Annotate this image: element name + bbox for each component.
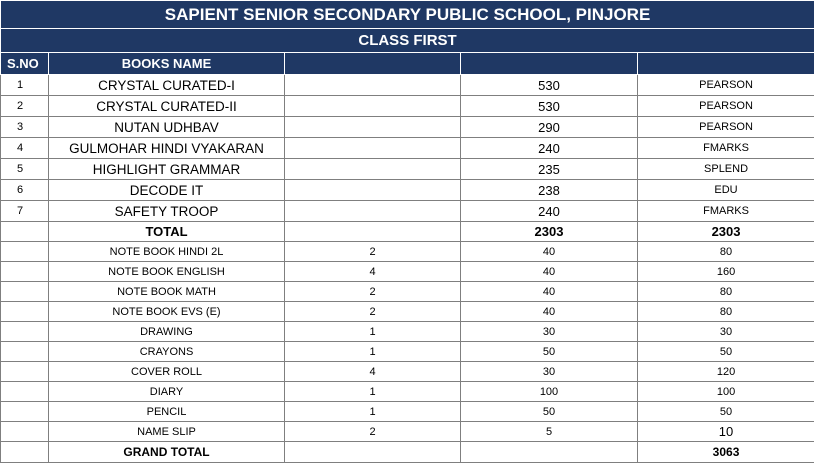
book-name: SAFETY TROOP (49, 201, 285, 222)
item-sno (1, 422, 49, 442)
book-sno: 6 (1, 180, 49, 201)
stationery-row (1, 242, 814, 262)
item-amount: 80 (638, 282, 814, 302)
book-qty (285, 75, 461, 96)
item-rate: 40 (461, 242, 638, 262)
book-name: DECODE IT (49, 180, 285, 201)
grand-total-rate (461, 442, 638, 463)
book-qty (285, 117, 461, 138)
col-header-books: BOOKS NAME (49, 53, 285, 75)
item-sno (1, 362, 49, 382)
book-price: 530 (461, 75, 638, 96)
book-publisher: FMARKS (638, 201, 814, 222)
book-sno: 7 (1, 201, 49, 222)
item-rate: 100 (461, 382, 638, 402)
item-name: DRAWING (49, 322, 285, 342)
grand-total-sno (1, 442, 49, 463)
stationery-row (1, 362, 814, 382)
book-price: 530 (461, 96, 638, 117)
column-header-row (1, 53, 814, 75)
item-amount: 30 (638, 322, 814, 342)
book-row (1, 75, 814, 96)
item-amount: 120 (638, 362, 814, 382)
book-row (1, 138, 814, 159)
book-name: CRYSTAL CURATED-II (49, 96, 285, 117)
item-amount: 50 (638, 342, 814, 362)
item-qty: 1 (285, 382, 461, 402)
item-qty: 2 (285, 282, 461, 302)
book-price: 235 (461, 159, 638, 180)
total-price: 2303 (461, 222, 638, 242)
item-sno (1, 302, 49, 322)
book-publisher: EDU (638, 180, 814, 201)
item-rate: 30 (461, 362, 638, 382)
book-name: HIGHLIGHT GRAMMAR (49, 159, 285, 180)
book-price: 238 (461, 180, 638, 201)
item-rate: 40 (461, 282, 638, 302)
item-qty: 1 (285, 342, 461, 362)
stationery-row (1, 382, 814, 402)
item-amount: 80 (638, 242, 814, 262)
total-sno (1, 222, 49, 242)
stationery-row (1, 322, 814, 342)
book-publisher: PEARSON (638, 75, 814, 96)
item-qty: 1 (285, 322, 461, 342)
book-sno: 4 (1, 138, 49, 159)
book-price: 240 (461, 138, 638, 159)
col-header-publisher (638, 53, 814, 75)
book-sno: 5 (1, 159, 49, 180)
stationery-row (1, 422, 814, 442)
book-price: 240 (461, 201, 638, 222)
item-amount: 50 (638, 402, 814, 422)
item-qty: 2 (285, 302, 461, 322)
item-amount: 100 (638, 382, 814, 402)
col-header-qty (285, 53, 461, 75)
book-qty (285, 201, 461, 222)
item-rate: 40 (461, 262, 638, 282)
item-name: NOTE BOOK EVS (E) (49, 302, 285, 322)
item-qty: 1 (285, 402, 461, 422)
item-name: NAME SLIP (49, 422, 285, 442)
stationery-row (1, 302, 814, 322)
book-row (1, 117, 814, 138)
item-amount: 80 (638, 302, 814, 322)
item-name: DIARY (49, 382, 285, 402)
item-rate: 5 (461, 422, 638, 442)
col-header-price (461, 53, 638, 75)
item-sno (1, 402, 49, 422)
item-qty: 2 (285, 242, 461, 262)
item-qty: 2 (285, 422, 461, 442)
item-qty: 4 (285, 262, 461, 282)
class-name: CLASS FIRST (1, 29, 814, 53)
book-row (1, 159, 814, 180)
book-sno: 2 (1, 96, 49, 117)
grand-total-label: GRAND TOTAL (49, 442, 285, 463)
book-qty (285, 159, 461, 180)
total-amount: 2303 (638, 222, 814, 242)
col-header-sno: S.NO (1, 53, 49, 75)
book-qty (285, 138, 461, 159)
book-name: NUTAN UDHBAV (49, 117, 285, 138)
book-qty (285, 96, 461, 117)
stationery-row (1, 402, 814, 422)
item-qty: 4 (285, 362, 461, 382)
item-name: COVER ROLL (49, 362, 285, 382)
item-amount: 10 (638, 422, 814, 442)
item-sno (1, 382, 49, 402)
book-name: GULMOHAR HINDI VYAKARAN (49, 138, 285, 159)
stationery-row (1, 282, 814, 302)
total-qty (285, 222, 461, 242)
school-name: SAPIENT SENIOR SECONDARY PUBLIC SCHOOL, PINJORE (1, 1, 814, 29)
item-rate: 50 (461, 342, 638, 362)
item-name: CRAYONS (49, 342, 285, 362)
total-label: TOTAL (49, 222, 285, 242)
book-row (1, 180, 814, 201)
total-row (1, 222, 814, 242)
grand-total-qty (285, 442, 461, 463)
item-sno (1, 342, 49, 362)
item-name: NOTE BOOK HINDI 2L (49, 242, 285, 262)
book-qty (285, 180, 461, 201)
book-row (1, 201, 814, 222)
school-title-row (1, 1, 814, 29)
book-sno: 3 (1, 117, 49, 138)
item-sno (1, 282, 49, 302)
grand-total-row (1, 442, 814, 463)
book-price: 290 (461, 117, 638, 138)
book-name: CRYSTAL CURATED-I (49, 75, 285, 96)
class-title-row (1, 29, 814, 53)
item-name: NOTE BOOK MATH (49, 282, 285, 302)
item-sno (1, 242, 49, 262)
book-publisher: SPLEND (638, 159, 814, 180)
item-amount: 160 (638, 262, 814, 282)
item-sno (1, 322, 49, 342)
book-publisher: FMARKS (638, 138, 814, 159)
stationery-row (1, 342, 814, 362)
item-sno (1, 262, 49, 282)
book-publisher: PEARSON (638, 96, 814, 117)
stationery-row (1, 262, 814, 282)
item-name: NOTE BOOK ENGLISH (49, 262, 285, 282)
book-publisher: PEARSON (638, 117, 814, 138)
item-name: PENCIL (49, 402, 285, 422)
grand-total-amount: 3063 (638, 442, 814, 463)
item-rate: 40 (461, 302, 638, 322)
item-rate: 50 (461, 402, 638, 422)
book-row (1, 96, 814, 117)
book-sno: 1 (1, 75, 49, 96)
item-rate: 30 (461, 322, 638, 342)
